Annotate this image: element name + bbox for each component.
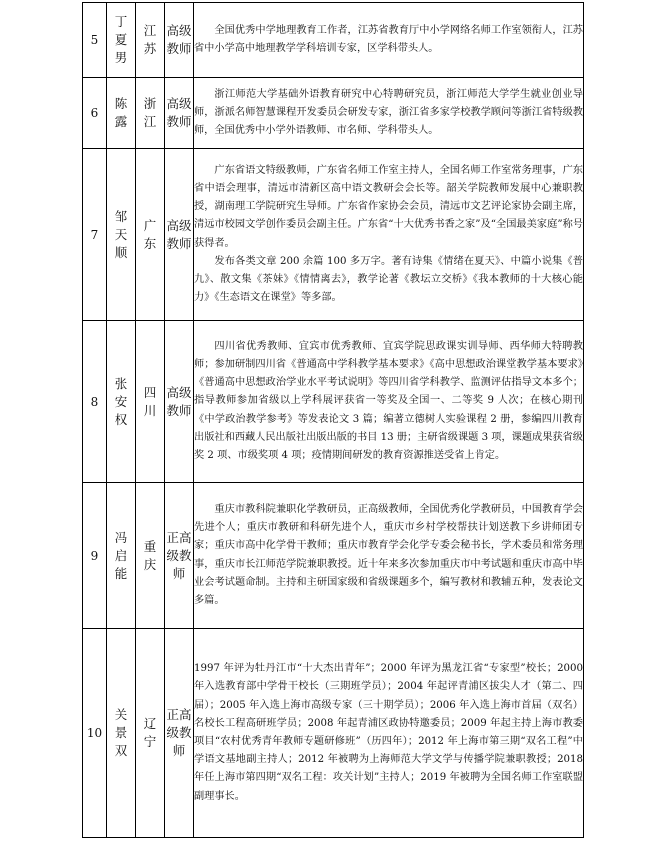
teacher-province-part: 江 bbox=[143, 114, 157, 129]
teacher-province bbox=[136, 483, 165, 629]
teacher-name-part: 顺 bbox=[114, 244, 128, 260]
description-paragraph: 1997 年评为牡丹江市“十大杰出青年”；2000 年评为黑龙江省“专家型”校长；2000 年入选教育部中学骨干校长（三期班学员）；2004 年起评青浦区拔尖人才（第二、四届）；2005 年入选上海市高级专家（三十期学员）；2006 年入选上海市首届（双名）名校长工程高研班学员；2008 年起青浦区政协特邀委员；2009 年起主持上海市教委项目“农村优秀青年教师专题研修班”（历四年）；2012 年上海市第三期“双名工程”中学语文基地副主持人；2012 年被聘为上海师范大学文学与传播学院兼职教授；2018 年任上海市第四期“双名工程：攻关计划”主持人；2019 年被聘为全国名师工作室联盟副理事长。 bbox=[194, 663, 583, 802]
teacher-table-body bbox=[83, 3, 584, 838]
teacher-name-part: 丁 bbox=[114, 14, 128, 29]
teacher-title bbox=[165, 629, 194, 838]
teacher-province-part: 重 bbox=[143, 538, 157, 554]
teacher-name-part: 权 bbox=[114, 411, 128, 427]
teacher-title-part: 教师 bbox=[166, 114, 192, 129]
table-row bbox=[83, 483, 584, 629]
table-row bbox=[83, 78, 584, 149]
teacher-province-part: 江 bbox=[143, 23, 157, 38]
teacher-title-part: 高级 bbox=[166, 217, 192, 233]
description-paragraph: 全国优秀中学地理教育工作者，江苏省教育厅中小学网络名师工作室领衔人，江苏省中小学高中地理教学学科培训专家，区学科带头人。 bbox=[194, 24, 583, 54]
teacher-title bbox=[165, 78, 194, 149]
teacher-province-part: 川 bbox=[143, 402, 157, 418]
description-paragraph: 广东省语文特级教师，广东省名师工作室主持人，全国名师工作室常务理事，广东省中语会理事，清远市清新区高中语文教研会会长等。韶关学院教师发展中心兼职教授，湖南理工学院研究生导师。广东省作家协会会员，清远市文艺评论家协会副主席，清远市校园文学创作委员会副主任。广东省“十大优秀书香之家”及“全国最美家庭”称号获得者。 bbox=[194, 164, 583, 249]
teacher-title-part: 正高 bbox=[166, 529, 192, 545]
teacher-province-part: 苏 bbox=[143, 41, 157, 56]
table-row bbox=[83, 321, 584, 483]
teacher-name-part: 冯 bbox=[114, 529, 128, 545]
teacher-province-part: 东 bbox=[143, 235, 157, 251]
teacher-title-part: 高级 bbox=[166, 96, 192, 111]
teacher-province bbox=[136, 78, 165, 149]
teacher-name bbox=[107, 3, 136, 78]
teacher-name bbox=[107, 629, 136, 838]
teacher-title bbox=[165, 483, 194, 629]
teacher-description bbox=[194, 483, 584, 629]
teacher-title bbox=[165, 321, 194, 483]
teacher-title-part: 教师 bbox=[166, 235, 192, 251]
teacher-description bbox=[194, 629, 584, 838]
description-paragraph: 发布各类文章 200 余篇 100 多万字。著有诗集《情绪在夏天》、中篇小说集《普九》、散文集《茶妹》《情情离去》，教学论著《教坛立交桥》《我本教师的十大核心能力》《生态语文在课堂》等多部。 bbox=[194, 255, 583, 304]
teacher-title-part: 教师 bbox=[166, 41, 192, 56]
teacher-name-part: 关 bbox=[114, 707, 128, 722]
teacher-name-part: 天 bbox=[114, 226, 128, 242]
table-row bbox=[83, 629, 584, 838]
teacher-title-part: 级教 bbox=[166, 725, 192, 740]
teacher-name bbox=[107, 78, 136, 149]
teacher-title-part: 师 bbox=[172, 743, 186, 758]
teacher-province bbox=[136, 321, 165, 483]
teacher-name-part: 启 bbox=[114, 547, 128, 563]
row-number: 5 bbox=[83, 3, 107, 78]
row-number: 9 bbox=[83, 483, 107, 629]
description-paragraph: 浙江师范大学基础外语教育研究中心特聘研究员，浙江师范大学学生就业创业导师，浙派名师智慧课程开发委员会研发专家，浙江省多家学校教学顾问等浙江省特级教师，全国优秀中小学外语教师、市名师、学科带头人。 bbox=[194, 88, 583, 137]
teacher-name-part: 张 bbox=[114, 375, 128, 391]
table-row bbox=[83, 149, 584, 321]
teacher-name-part: 双 bbox=[114, 743, 128, 758]
row-number: 10 bbox=[83, 629, 107, 838]
row-number: 6 bbox=[83, 78, 107, 149]
teacher-title-part: 级教 bbox=[166, 547, 192, 563]
teacher-description bbox=[194, 149, 584, 321]
teacher-title bbox=[165, 3, 194, 78]
teacher-name-part: 夏 bbox=[114, 32, 128, 47]
teacher-table bbox=[82, 2, 584, 838]
teacher-province-part: 四 bbox=[143, 384, 157, 400]
teacher-province bbox=[136, 149, 165, 321]
teacher-name bbox=[107, 483, 136, 629]
teacher-name-part: 露 bbox=[114, 114, 128, 129]
teacher-title-part: 师 bbox=[172, 565, 186, 581]
teacher-name-part: 陈 bbox=[114, 96, 128, 111]
teacher-description bbox=[194, 78, 584, 149]
teacher-name-part: 男 bbox=[114, 50, 128, 65]
teacher-name-part: 景 bbox=[114, 725, 128, 740]
teacher-title-part: 正高 bbox=[166, 707, 192, 722]
teacher-province-part: 宁 bbox=[143, 734, 157, 749]
teacher-name-part: 邹 bbox=[114, 208, 128, 224]
table-row bbox=[83, 3, 584, 78]
teacher-province-part: 辽 bbox=[143, 716, 157, 731]
teacher-name-part: 安 bbox=[114, 393, 128, 409]
description-paragraph: 重庆市教科院兼职化学教研员，正高级教师，全国优秀化学教研员，中国教育学会先进个人；重庆市教研和科研先进个人，重庆市乡村学校帮扶计划送教下乡讲师团专家；重庆市高中化学骨干教师；重庆市教育学会化学专委会秘书长，学术委员和常务理事，重庆市长江师范学院兼职教授。近十年来多次参加重庆市中考试题和重庆市高中毕业会考试题命制。主持和主研国家级和省级课题多个，编写教材和教辅五种，发表论文多篇。 bbox=[194, 503, 583, 606]
teacher-province-part: 广 bbox=[143, 217, 157, 233]
teacher-title-part: 教师 bbox=[166, 402, 192, 418]
row-number: 7 bbox=[83, 149, 107, 321]
teacher-title bbox=[165, 149, 194, 321]
teacher-name bbox=[107, 149, 136, 321]
teacher-title-part: 高级 bbox=[166, 23, 192, 38]
description-paragraph: 四川省优秀教师、宜宾市优秀教师、宜宾学院思政课实训导师、西华师大特聘教师；参加研制四川省《普通高中学科教学基本要求》《高中思想政治课堂教学基本要求》《普通高中思想政治学业水平考试说明》等四川省学科教学、监测评估指导文本多个；指导教师参加省级以上学科展评获省一等奖及全国一、二等奖 9 人次；在核心期刊《中学政治教学参考》等发表论文 3 篇；编著立德树人实验课程 2 册，参编四川教育出版社和西藏人民出版社出版出版的书目 13 册；主研省级课题 3 项，课题成果获省级奖 2 项、市级奖项 4 项；疫情期间研发的教育资源推送受省上肯定。 bbox=[194, 340, 583, 461]
teacher-province bbox=[136, 629, 165, 838]
teacher-province-part: 浙 bbox=[143, 96, 157, 111]
row-number: 8 bbox=[83, 321, 107, 483]
teacher-description bbox=[194, 321, 584, 483]
teacher-province-part: 庆 bbox=[143, 556, 157, 572]
teacher-title-part: 高级 bbox=[166, 384, 192, 400]
teacher-name-part: 能 bbox=[114, 565, 128, 581]
teacher-name bbox=[107, 321, 136, 483]
teacher-province bbox=[136, 3, 165, 78]
teacher-description bbox=[194, 3, 584, 78]
